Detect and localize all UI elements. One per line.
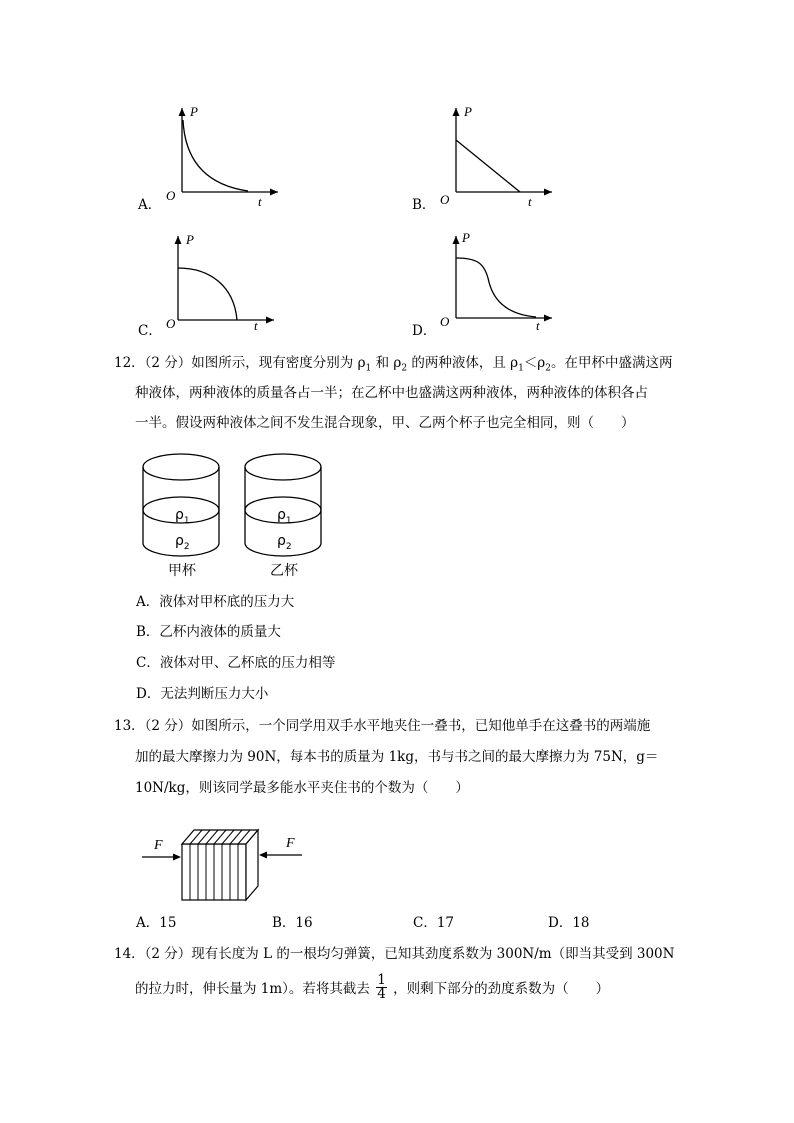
q12-line-2: 种液体，两种液体的质量各占一半；在乙杯中也盛满这两种液体，两种液体的体积各占 bbox=[135, 385, 648, 401]
q12-option-d[interactable]: D．无法判断压力大小 bbox=[136, 686, 269, 702]
graph-c-origin: O bbox=[166, 316, 176, 331]
q12-option-a[interactable]: A．液体对甲杯底的压力大 bbox=[136, 594, 295, 610]
q12-cup-yi bbox=[242, 450, 328, 585]
graph-a-origin: O bbox=[166, 188, 176, 203]
graph-a-option: A． bbox=[138, 197, 162, 213]
q11-graph-d bbox=[404, 228, 564, 348]
q13-option-b[interactable]: B．16 bbox=[272, 915, 313, 931]
cup-jia-lower: $\rho_2$ bbox=[175, 533, 190, 552]
q12-line-3: 一半。假设两种液体之间不发生混合现象，甲、乙两个杯子也完全相同，则（ ） bbox=[135, 415, 635, 431]
cup-jia-upper: $\rho_1$ bbox=[175, 507, 190, 526]
cup-yi-label: 乙杯 bbox=[270, 563, 298, 579]
graph-d-origin: O bbox=[440, 314, 450, 329]
q13-book-stack-figure bbox=[138, 826, 310, 902]
graph-d-option: D． bbox=[412, 323, 437, 339]
graph-a-p-label: P bbox=[190, 104, 198, 119]
cup-jia-label: 甲杯 bbox=[168, 563, 196, 579]
force-right-label: F bbox=[286, 836, 295, 851]
graph-d-t-label: t bbox=[536, 318, 540, 333]
q14-line-1: 14．（2 分）现有长度为 L 的一根均匀弹簧，已知其劲度系数为 300N/m（即当其受到 300N bbox=[114, 946, 675, 962]
graph-b-t-label: t bbox=[528, 194, 532, 209]
force-left-label: F bbox=[154, 838, 163, 853]
q13-option-d[interactable]: D．18 bbox=[548, 915, 590, 931]
fraction-one-quarter: $\frac{1}{4}$ bbox=[377, 972, 386, 1002]
graph-b-origin: O bbox=[440, 192, 450, 207]
graph-b-option: B． bbox=[412, 197, 436, 213]
q11-graph-b bbox=[404, 100, 564, 220]
graph-c-t-label: t bbox=[254, 318, 258, 333]
q13-line-3: 10N/kg，则该同学最多能水平夹住书的个数为（ ） bbox=[135, 780, 469, 796]
q12-cup-jia bbox=[140, 450, 226, 585]
q13-option-c[interactable]: C．17 bbox=[413, 915, 455, 931]
q14-line-2: 的拉力时，伸长量为 1m）。若将其截去 $\frac{1}{4}$ ，则剩下部分的劲度系数为（ ） bbox=[135, 972, 610, 1002]
graph-a-t-label: t bbox=[258, 194, 262, 209]
q11-graph-a bbox=[130, 100, 290, 220]
book-stack-svg bbox=[138, 826, 310, 902]
graph-d-p-label: P bbox=[462, 230, 470, 245]
cup-yi-lower: $\rho_2$ bbox=[277, 533, 292, 552]
q12-option-c[interactable]: C．液体对甲、乙杯底的压力相等 bbox=[136, 655, 336, 671]
q13-line-1: 13．（2 分）如图所示，一个同学用双手水平地夹住一叠书，已知他单手在这叠书的两端施 bbox=[114, 718, 651, 734]
q11-graph-c bbox=[130, 228, 290, 348]
q12-option-b[interactable]: B．乙杯内液体的质量大 bbox=[136, 624, 281, 640]
graph-c-p-label: P bbox=[186, 232, 194, 247]
q13-option-a[interactable]: A．15 bbox=[136, 915, 177, 931]
q13-line-2: 加的最大摩擦力为 90N，每本书的质量为 1kg，书与书之间的最大摩擦力为 75N，g＝ bbox=[135, 749, 659, 765]
cup-yi-upper: $\rho_1$ bbox=[277, 507, 292, 526]
q12-line-1: 12．（2 分）如图所示，现有密度分别为 $\rho_1$ 和 $\rho_2$ 的两种液体，且 $\rho_1<\rho_2$。在甲杯中盛满这两 bbox=[114, 355, 673, 374]
graph-c-option: C． bbox=[138, 323, 162, 339]
graph-b-p-label: P bbox=[464, 104, 472, 119]
